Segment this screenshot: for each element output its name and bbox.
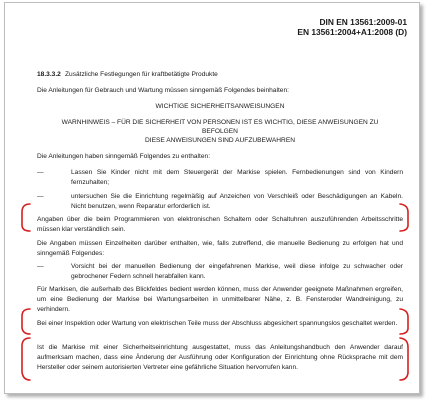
list-item: Lassen Sie Kinder nicht mit dem Steuergerät der Markise spielen. Fernbedienungen sind von Kindern fernzuhalten; xyxy=(71,169,403,186)
document-page xyxy=(4,2,420,394)
list-dash: — xyxy=(37,169,44,176)
standard-number-din: DIN EN 13561:2009-01 xyxy=(319,17,407,27)
warning-line-2: BEFOLGEN xyxy=(202,128,238,135)
warning-line-3: DIESE ANWEISUNGEN SIND AUFZUBEWAHREN xyxy=(145,137,295,144)
manual-operation-paragraph: Die Angaben müssen Einzelheiten darüber enthalten, wie, falls zutreffend, die manuelle Bedienung zu erfolgen hat und sinngemäß Folgendes: xyxy=(37,240,403,257)
list-dash: — xyxy=(37,263,44,270)
section-title: Zusätzliche Festlegungen für kraftbetätigte Produkte xyxy=(65,71,218,78)
list-item: untersuchen Sie die Einrichtung regelmäßig auf Anzeichen von Verschleiß oder Beschädigungen an Kabeln. Nicht benutzen, wenn Reparatur erforderlich ist. xyxy=(71,193,403,210)
section-number: 18.3.3.2 xyxy=(37,71,61,78)
inspection-paragraph: Bei einer Inspektion oder Wartung von elektrischen Teile muss der Abschluss abgesichert spannungslos geschaltet werden. xyxy=(37,320,398,327)
intro-paragraph: Die Anleitungen für Gebrauch und Wartung müssen sinngemäß Folgendes beinhalten: xyxy=(37,87,289,94)
section-heading xyxy=(37,70,218,79)
standard-number-en: EN 13561:2004+A1:2008 (D) xyxy=(297,27,407,37)
intro2-paragraph: Die Anleitungen haben sinngemäß Folgendes zu enthalten: xyxy=(37,153,211,160)
out-of-sight-awnings-paragraph: Für Markisen, die außerhalb des Blickfeldes bedient werden können, muss der Anwender geeignete Maßnahmen ergreifen, um eine Bedienung der Markise bei Wartungsarbeiten in unmittelbarer Nähe, z. B. Fensteroder Wandreinigung, zu verhindern. xyxy=(37,286,403,313)
list-dash: — xyxy=(37,193,44,200)
programming-paragraph: Angaben über die beim Programmieren von elektronischen Schaltern oder Schaltuhren auszuführenden Arbeitsschritte müssen klar verständlich sein. xyxy=(37,216,403,233)
safety-device-paragraph: Ist die Markise mit einer Sicherheitseinrichtung ausgestattet, muss das Anleitungshandbuch den Anwender darauf aufmerksam machen, dass eine Änderung der Ausführung oder Konfiguration der Einrichtung ohne Rücksprache mit dem Hersteller oder seinem autorisierten Vertreter eine gefährliche Situation hervorrufen kann. xyxy=(37,344,403,371)
safety-instructions-heading: WICHTIGE SICHERHEITSANWEISUNGEN xyxy=(155,103,285,110)
warning-line-1: WARNHINWEIS – FÜR DIE SICHERHEIT VON PERSONEN IST ES WICHTIG, DIESE ANWEISUNGEN ZU xyxy=(61,119,379,126)
document-header xyxy=(297,17,407,37)
list-item: Vorsicht bei der manuellen Bedienung der eingefahrenen Markise, weil diese infolge zu schwacher oder gebrochener Federn schnell herabfallen kann. xyxy=(71,263,403,280)
